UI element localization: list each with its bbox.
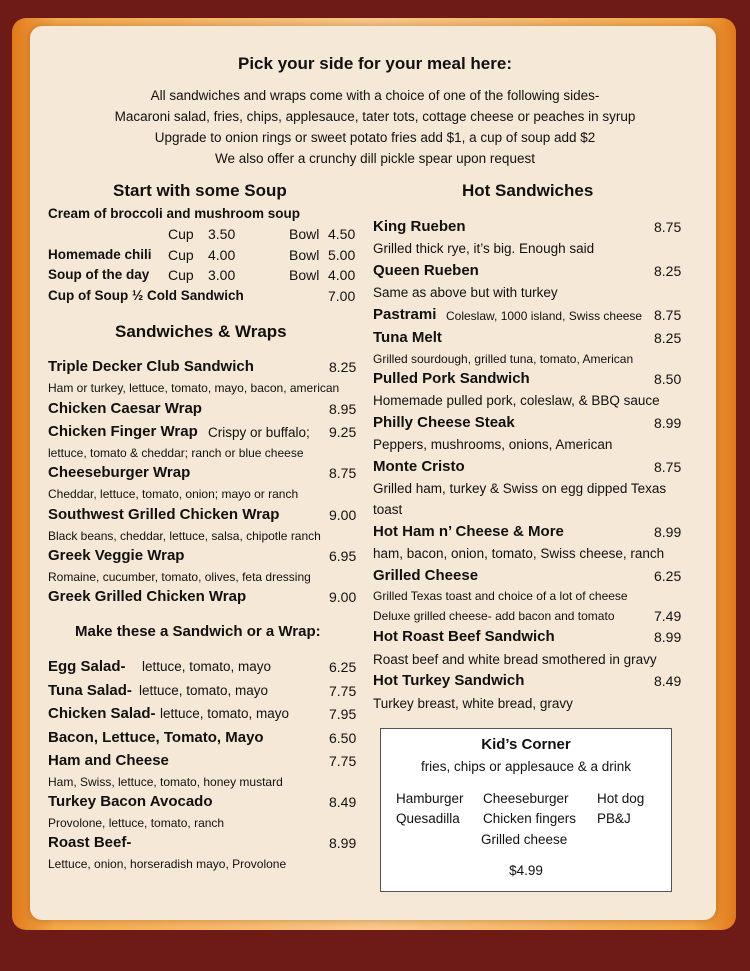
make-item-name: Chicken Salad- xyxy=(48,705,156,722)
hot-item-desc: Homemade pulled pork, coleslaw, & BBQ sauce xyxy=(373,393,660,408)
wrap-item-name: Greek Veggie Wrap xyxy=(48,547,185,564)
soup-chili: Homemade chili xyxy=(48,247,152,262)
make-item-name: Ham and Cheese xyxy=(48,752,169,769)
make-item-name: Egg Salad- xyxy=(48,658,126,675)
wrap-item-name: Chicken Caesar Wrap xyxy=(48,400,202,417)
hot-item-name: King Rueben xyxy=(373,218,466,235)
kids-subtitle: fries, chips or applesauce & a drink xyxy=(420,759,632,774)
wrap-item-price: 8.75 xyxy=(329,465,357,481)
make-item-price: 7.75 xyxy=(329,753,357,769)
hot-item-desc: Roast beef and white bread smothered in gravy xyxy=(373,652,657,667)
hot-item-price: 8.25 xyxy=(654,263,682,279)
hot-item-price: 8.99 xyxy=(654,629,682,645)
make-item-name: Turkey Bacon Avocado xyxy=(48,793,213,810)
bowl-label: Bowl xyxy=(289,267,320,283)
make-item-name: Roast Beef- xyxy=(48,834,132,851)
kids-item: PB&J xyxy=(597,811,631,826)
soup-broccoli: Cream of broccoli and mushroom soup xyxy=(48,206,301,221)
hot-item-name: Hot Roast Beef Sandwich xyxy=(373,628,555,645)
wraps-title: Sandwiches & Wraps xyxy=(115,322,287,341)
bowl-label: Bowl xyxy=(289,247,320,263)
hot-item-desc: Turkey breast, white bread, gravy xyxy=(373,696,573,711)
make-item-price: 7.95 xyxy=(329,706,357,722)
soup-price: 4.50 xyxy=(328,226,356,242)
intro-line: Macaroni salad, fries, chips, applesauce, tater tots, cottage cheese or peaches in syrup xyxy=(114,109,636,124)
make-item-inline: lettuce, tomato, mayo xyxy=(139,683,269,698)
hot-item-price: 8.50 xyxy=(654,371,682,387)
hot-item-price: 8.49 xyxy=(654,673,682,689)
wrap-item-price: 8.95 xyxy=(329,401,357,417)
soup-price: 7.00 xyxy=(328,288,356,304)
wrap-item-desc: Cheddar, lettuce, tomato, onion; mayo or ranch xyxy=(48,487,299,501)
hot-item-name: Grilled Cheese xyxy=(373,567,479,584)
hot-item-price: 8.75 xyxy=(654,307,682,323)
hot-item-desc: Grilled sourdough, grilled tuna, tomato, American xyxy=(373,352,634,366)
make-item-inline: lettuce, tomato, mayo xyxy=(142,659,272,674)
wrap-item-name: Chicken Finger Wrap xyxy=(48,423,198,440)
intro-line: All sandwiches and wraps come with a choice of one of the following sides- xyxy=(150,88,600,103)
wrap-item-note: Crispy or buffalo; xyxy=(208,425,310,440)
kids-item: Chicken fingers xyxy=(483,811,577,826)
make-item-price: 6.50 xyxy=(329,730,357,746)
hot-item-name: Deluxe grilled cheese- add bacon and tomato xyxy=(373,609,615,623)
hot-item-name: Philly Cheese Steak xyxy=(373,414,515,431)
wrap-item-name: Triple Decker Club Sandwich xyxy=(48,358,254,375)
hot-item-price: 7.49 xyxy=(654,608,682,624)
wrap-item-price: 8.25 xyxy=(329,359,357,375)
wrap-item-desc: Black beans, cheddar, lettuce, salsa, chipotle ranch xyxy=(48,529,321,543)
cup-label: Cup xyxy=(168,226,194,242)
hot-item-name: Hot Ham n’ Cheese & More xyxy=(373,523,564,540)
soup-title: Start with some Soup xyxy=(113,181,287,200)
hot-item-desc: Grilled Texas toast and choice of a lot of cheese xyxy=(373,589,628,603)
kids-item: Cheeseburger xyxy=(483,791,569,806)
make-item-price: 8.49 xyxy=(329,794,357,810)
hot-item-desc: Grilled thick rye, it’s big. Enough said xyxy=(373,241,595,256)
wrap-item-desc: Ham or turkey, lettuce, tomato, mayo, bacon, american xyxy=(48,381,340,395)
soup-price: 5.00 xyxy=(328,247,356,263)
make-item-price: 7.75 xyxy=(329,683,357,699)
wrap-item-price: 9.00 xyxy=(329,507,357,523)
wrap-item-name: Southwest Grilled Chicken Wrap xyxy=(48,506,280,523)
hot-item-name: Pulled Pork Sandwich xyxy=(373,370,530,387)
kids-item: Grilled cheese xyxy=(481,832,568,847)
hot-item-price: 8.99 xyxy=(654,415,682,431)
kids-item: Hamburger xyxy=(396,791,464,806)
kids-corner-box xyxy=(380,728,672,892)
make-item-inline: lettuce, tomato, mayo xyxy=(160,706,290,721)
hot-item-desc: Peppers, mushrooms, onions, American xyxy=(373,437,613,452)
wrap-item-desc: Romaine, cucumber, tomato, olives, feta dressing xyxy=(48,570,311,584)
hot-item-inline: Coleslaw, 1000 island, Swiss cheese xyxy=(446,309,643,323)
hot-item-name: Hot Turkey Sandwich xyxy=(373,672,525,689)
wrap-item-price: 9.25 xyxy=(329,424,357,440)
hot-item-desc: Same as above but with turkey xyxy=(373,285,558,300)
wrap-item-name: Greek Grilled Chicken Wrap xyxy=(48,588,247,605)
hot-item-desc: Grilled ham, turkey & Swiss on egg dipped Texas xyxy=(373,481,667,496)
intro-title: Pick your side for your meal here: xyxy=(238,54,512,73)
make-item-price: 6.25 xyxy=(329,659,357,675)
make-item-desc: Ham, Swiss, lettuce, tomato, honey mustard xyxy=(48,775,283,789)
make-item-name: Tuna Salad- xyxy=(48,682,132,699)
hot-item-name: Queen Rueben xyxy=(373,262,479,279)
cup-label: Cup xyxy=(168,247,194,263)
kids-price: $4.99 xyxy=(509,863,543,878)
hot-item-price: 8.25 xyxy=(654,330,682,346)
wrap-item-price: 9.00 xyxy=(329,589,357,605)
hot-item-name: Pastrami xyxy=(373,306,437,323)
intro-line: Upgrade to onion rings or sweet potato fries add $1, a cup of soup add $2 xyxy=(154,130,596,145)
hot-item-desc: toast xyxy=(373,502,403,517)
hot-item-desc: ham, bacon, onion, tomato, Swiss cheese, ranch xyxy=(373,546,665,561)
hot-item-price: 8.75 xyxy=(654,219,682,235)
make-item-price: 8.99 xyxy=(329,835,357,851)
wrap-item-name: Cheeseburger Wrap xyxy=(48,464,191,481)
soup-of-day: Soup of the day xyxy=(48,267,150,282)
bowl-label: Bowl xyxy=(289,226,320,242)
soup-price: 3.50 xyxy=(208,226,236,242)
wrap-item-price: 6.95 xyxy=(329,548,357,564)
make-item-desc: Lettuce, onion, horseradish mayo, Provolone xyxy=(48,857,287,871)
make-item-desc: Provolone, lettuce, tomato, ranch xyxy=(48,816,225,830)
hot-item-price: 8.75 xyxy=(654,459,682,475)
hot-item-price: 6.25 xyxy=(654,568,682,584)
hot-item-name: Monte Cristo xyxy=(373,458,465,475)
soup-price: 4.00 xyxy=(208,247,236,263)
kids-item: Quesadilla xyxy=(396,811,460,826)
make-title: Make these a Sandwich or a Wrap: xyxy=(75,623,321,640)
hot-title: Hot Sandwiches xyxy=(462,181,594,200)
make-item-name: Bacon, Lettuce, Tomato, Mayo xyxy=(48,729,264,746)
soup-price: 4.00 xyxy=(328,267,356,283)
soup-price: 3.00 xyxy=(208,267,236,283)
intro-line: We also offer a crunchy dill pickle spear upon request xyxy=(215,151,535,166)
wrap-item-desc: lettuce, tomato & cheddar; ranch or blue cheese xyxy=(48,446,304,460)
kids-item: Hot dog xyxy=(597,791,645,806)
hot-item-name: Tuna Melt xyxy=(373,329,442,346)
kids-title: Kid’s Corner xyxy=(481,736,571,753)
cup-label: Cup xyxy=(168,267,194,283)
soup-half-sandwich: Cup of Soup ½ Cold Sandwich xyxy=(48,288,244,303)
hot-item-price: 8.99 xyxy=(654,524,682,540)
